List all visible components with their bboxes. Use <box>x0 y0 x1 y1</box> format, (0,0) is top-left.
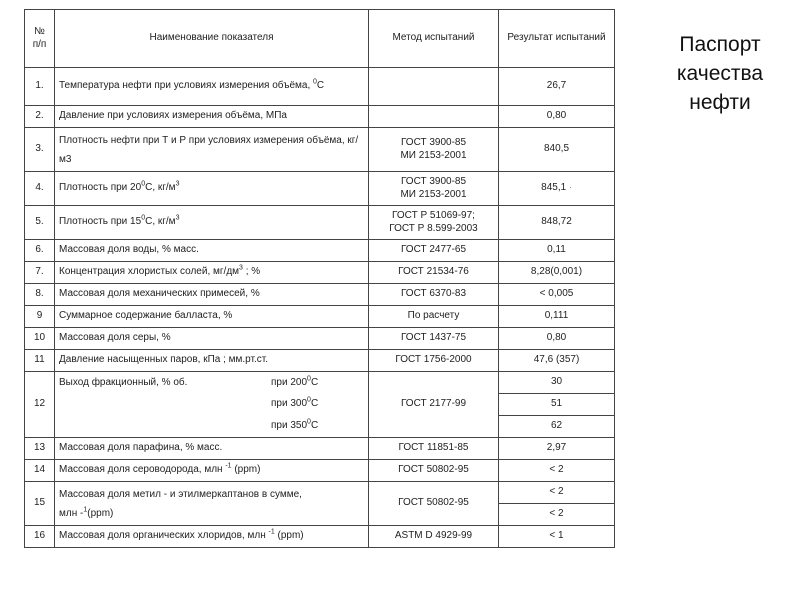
row-num: 9 <box>25 306 55 328</box>
mark-dot: · <box>569 183 572 193</box>
row-method: ГОСТ 11851-85 <box>369 438 499 460</box>
table-row <box>25 416 615 438</box>
row-num: 13 <box>25 438 55 460</box>
table-row <box>25 350 615 372</box>
row-method: По расчету <box>369 306 499 328</box>
table-row <box>25 306 615 328</box>
row-method: ГОСТ 1756-2000 <box>369 350 499 372</box>
row-name: Массовая доля метил - и этилмеркаптанов в сумме, млн -$^1$(ppm) <box>55 482 369 526</box>
row-num: 5. <box>25 206 55 240</box>
table-row <box>25 438 615 460</box>
table-row <box>25 128 615 172</box>
row-result: 0,111 <box>499 306 615 328</box>
table-row <box>25 328 615 350</box>
quality-passport-table <box>24 9 615 548</box>
row-result: < 2 <box>499 504 615 526</box>
row-method: ГОСТ 2477-65 <box>369 240 499 262</box>
row-num: 4. <box>25 172 55 206</box>
table-row <box>25 172 615 206</box>
row-method: ГОСТ 3900-85 МИ 2153-2001 <box>369 172 499 206</box>
row-method <box>369 106 499 128</box>
row-num: 1. <box>25 68 55 106</box>
row-num: 8. <box>25 284 55 306</box>
row-num: 10 <box>25 328 55 350</box>
row-num: 15 <box>25 482 55 526</box>
row-subname: при $300^0С$ <box>55 394 369 416</box>
row-method: ГОСТ 2177-99 <box>369 372 499 438</box>
row-name: Выход фракционный, % об. при $200^0С$ <box>55 372 369 394</box>
row-result: 26,7 <box>499 68 615 106</box>
row-num: 11 <box>25 350 55 372</box>
table-row <box>25 206 615 240</box>
row-result: 30 <box>499 372 615 394</box>
row-result: < 1 <box>499 526 615 548</box>
row-name: Массовая доля парафина, % масс. <box>55 438 369 460</box>
table-row <box>25 284 615 306</box>
row-method: ГОСТ 3900-85 МИ 2153-2001 <box>369 128 499 172</box>
row-num: 2. <box>25 106 55 128</box>
header-result: Результат испытаний <box>499 10 615 68</box>
row-method: ГОСТ 21534-76 <box>369 262 499 284</box>
row-method: ГОСТ 6370-83 <box>369 284 499 306</box>
row-num: 3. <box>25 128 55 172</box>
row-result: 2,97 <box>499 438 615 460</box>
row-result: 8,28(0,001) <box>499 262 615 284</box>
row-method: ГОСТ 50802-95 <box>369 460 499 482</box>
row-name: Температура нефти при условиях измерения объёма, $^0$С <box>55 68 369 106</box>
row-result: < 2 <box>499 460 615 482</box>
table-row <box>25 482 615 504</box>
row-method <box>369 68 499 106</box>
row-method: ГОСТ 1437-75 <box>369 328 499 350</box>
table-row <box>25 526 615 548</box>
row-name: Массовая доля органических хлоридов, млн $^{-1}$ (ppm) <box>55 526 369 548</box>
row-result: 848,72 <box>499 206 615 240</box>
row-name: Массовая доля сероводорода, млн $^{-1}$ (ppm) <box>55 460 369 482</box>
row-result: 62 <box>499 416 615 438</box>
row-num: 16 <box>25 526 55 548</box>
table-row <box>25 240 615 262</box>
row-num: 6. <box>25 240 55 262</box>
table-row <box>25 68 615 106</box>
row-result: 51 <box>499 394 615 416</box>
row-name: Плотность при $15^0С$, $кг/м^3$ <box>55 206 369 240</box>
row-name: Плотность нефти при Т и Р при условиях измерения объёма, кг/м3 <box>55 128 369 172</box>
row-num: 7. <box>25 262 55 284</box>
row-subname: при $350^0С$ <box>55 416 369 438</box>
row-name: Суммарное содержание балласта, % <box>55 306 369 328</box>
row-result: < 2 <box>499 482 615 504</box>
row-name: Давление насыщенных паров, кПа ; мм.рт.ст. <box>55 350 369 372</box>
row-name: Плотность при $20^0С$, $кг/м^3$ <box>55 172 369 206</box>
row-method: ASTM D 4929-99 <box>369 526 499 548</box>
row-name: Массовая доля воды, % масс. <box>55 240 369 262</box>
table-row <box>25 372 615 394</box>
header-num: № п/п <box>25 10 55 68</box>
table-row <box>25 394 615 416</box>
row-result: 47,6 (357) <box>499 350 615 372</box>
row-name: Массовая доля механических примесей, % <box>55 284 369 306</box>
row-method: ГОСТ Р 51069-97; ГОСТ Р 8.599-2003 <box>369 206 499 240</box>
row-name: Концентрация хлористых солей, $мг/дм^3$ ; % <box>55 262 369 284</box>
table-header-row <box>25 10 615 68</box>
row-result: < 0,005 <box>499 284 615 306</box>
row-name: Массовая доля серы, % <box>55 328 369 350</box>
table-row <box>25 262 615 284</box>
row-name: Давление при условиях измерения объёма, МПа <box>55 106 369 128</box>
page-title: Паспорт качества нефти <box>676 33 764 114</box>
header-method: Метод испытаний <box>369 10 499 68</box>
row-result: 0,11 <box>499 240 615 262</box>
row-num: 12 <box>25 372 55 438</box>
table-row <box>25 106 615 128</box>
table-row <box>25 460 615 482</box>
row-method: ГОСТ 50802-95 <box>369 482 499 526</box>
row-num: 14 <box>25 460 55 482</box>
header-name: Наименование показателя <box>55 10 369 68</box>
row-result: 0,80 <box>499 328 615 350</box>
row-result: 0,80 <box>499 106 615 128</box>
row-result: 840,5 <box>499 128 615 172</box>
row-result: 845,1 · <box>499 172 615 206</box>
